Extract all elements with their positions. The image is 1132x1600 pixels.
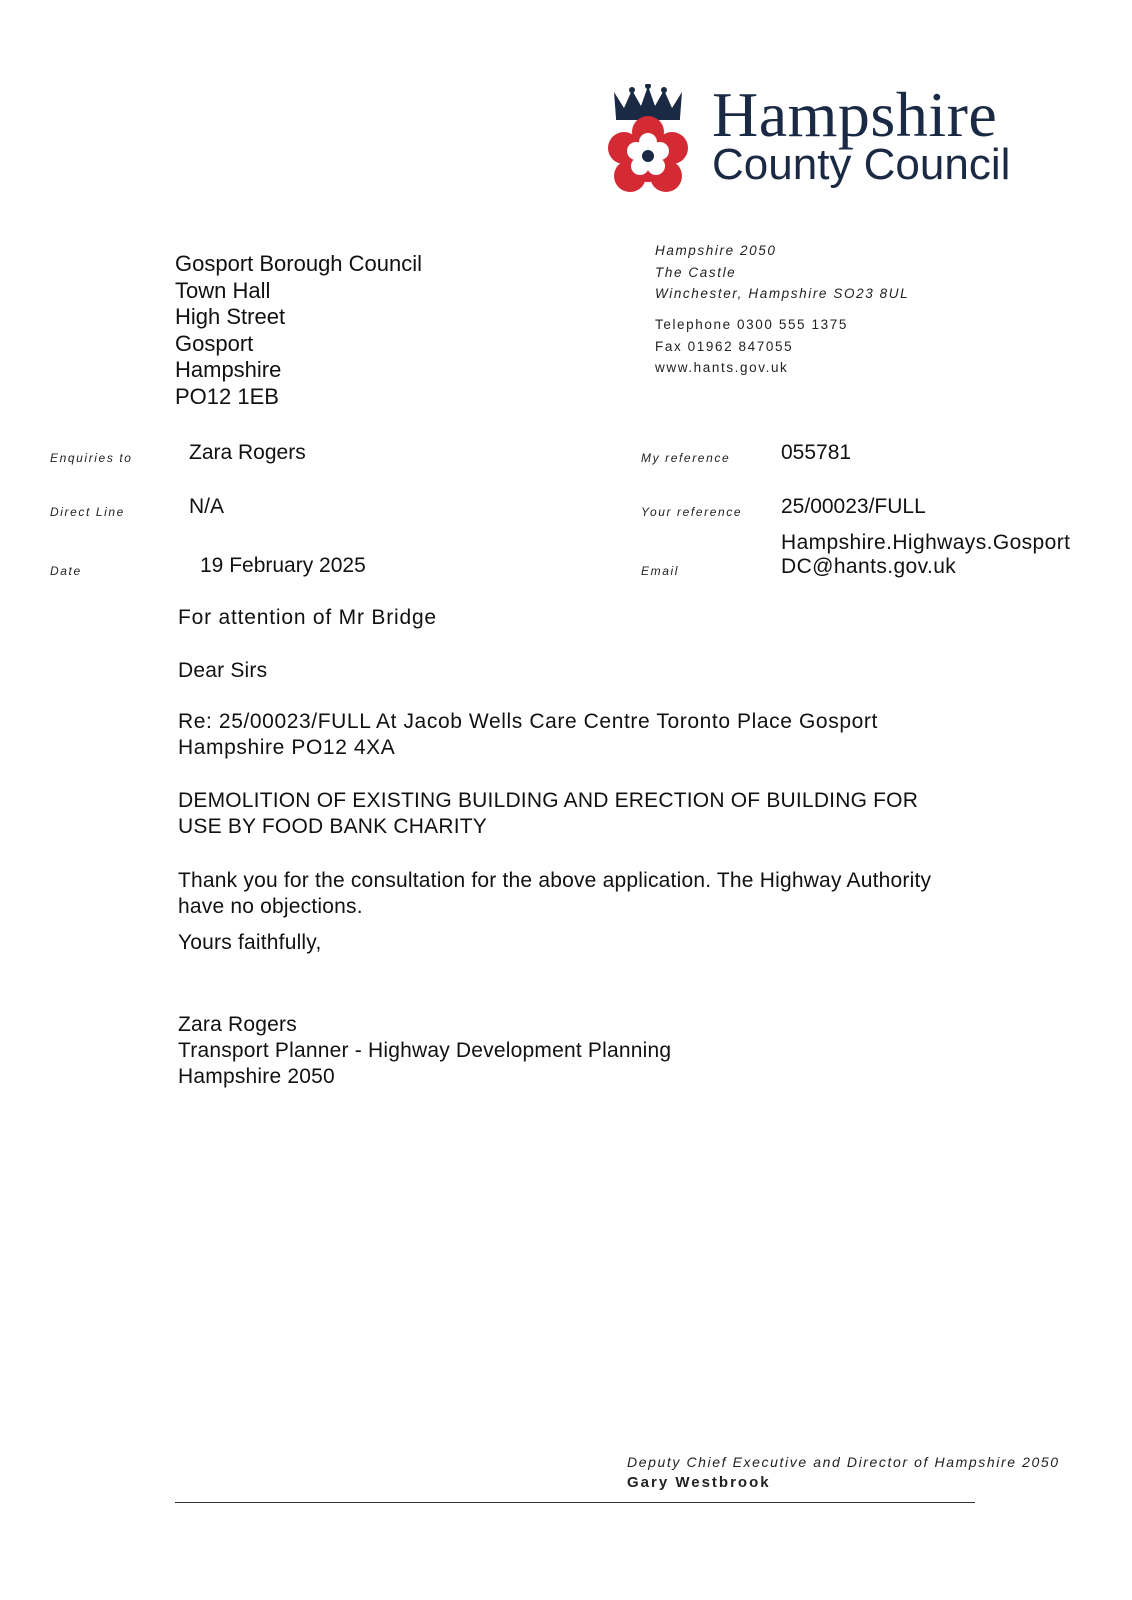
signatory-name: Zara Rogers — [178, 1013, 297, 1036]
logo-title: Hampshire — [712, 79, 998, 150]
enquiries-label: Enquiries to — [50, 451, 133, 465]
email-value[interactable] — [781, 531, 1070, 579]
my-reference-value: 055781 — [781, 441, 852, 464]
body-line-1: Thank you for the consultation for the above application. The Highway Authority — [178, 869, 932, 892]
direct-line-label: Direct Line — [50, 505, 125, 519]
recipient-line: Town Hall — [175, 277, 271, 303]
footer-role: Deputy Chief Executive and Director of Hampshire 2050 — [627, 1454, 1060, 1470]
sender-address-line: The Castle — [655, 264, 737, 280]
re-line — [178, 709, 878, 761]
recipient-line: Gosport Borough Council — [175, 251, 423, 276]
body-line-2: have no objections. — [178, 895, 363, 918]
signatory-org: Hampshire 2050 — [178, 1065, 335, 1088]
footer-name: Gary Westbrook — [627, 1474, 771, 1491]
date-value: 19 February 2025 — [200, 554, 366, 577]
council-logo — [608, 79, 1038, 196]
direct-line-value: N/A — [189, 495, 225, 518]
my-reference-label: My reference — [641, 451, 731, 465]
recipient-address — [175, 251, 422, 410]
date-label: Date — [50, 564, 82, 578]
body-paragraph — [178, 868, 931, 920]
salutation: Dear Sirs — [178, 659, 268, 682]
recipient-line: High Street — [175, 304, 286, 329]
subject-line — [178, 788, 918, 840]
email-line: DC@hants.gov.uk — [781, 555, 957, 578]
re-line-1: Re: 25/00023/FULL At Jacob Wells Care Centre Toronto Place Gosport — [178, 710, 878, 733]
tudor-rose-crown-icon — [608, 84, 688, 194]
recipient-line: Gosport — [175, 330, 254, 356]
signatory-title: Transport Planner - Highway Development Planning — [178, 1039, 672, 1062]
attention-line: For attention of Mr Bridge — [178, 606, 437, 629]
logo-subtitle: County Council — [712, 140, 1011, 189]
your-reference-value: 25/00023/FULL — [781, 495, 926, 518]
signature-block — [178, 1012, 671, 1090]
recipient-line: PO12 1EB — [175, 383, 279, 409]
telephone-text: Telephone 0300 555 1375 — [655, 317, 848, 332]
website-link[interactable]: www.hants.gov.uk — [655, 360, 789, 375]
fax-text: Fax 01962 847055 — [655, 338, 794, 354]
sender-address-line: Winchester, Hampshire SO23 8UL — [655, 286, 910, 301]
enquiries-value: Zara Rogers — [189, 441, 306, 464]
subject-line-1: DEMOLITION OF EXISTING BUILDING AND ERECTION OF BUILDING FOR — [178, 789, 919, 812]
your-reference-label: Your reference — [641, 505, 743, 519]
email-label: Email — [641, 564, 680, 578]
subject-line-2: USE BY FOOD BANK CHARITY — [178, 815, 487, 838]
recipient-line: Hampshire — [175, 357, 282, 382]
sender-contact — [655, 314, 848, 379]
closing: Yours faithfully, — [178, 931, 322, 954]
footer-divider — [175, 1502, 975, 1503]
re-line-2: Hampshire PO12 4XA — [178, 736, 396, 759]
email-line: Hampshire.Highways.Gosport — [781, 531, 1071, 554]
sender-address — [655, 240, 909, 305]
sender-address-line: Hampshire 2050 — [655, 243, 777, 258]
